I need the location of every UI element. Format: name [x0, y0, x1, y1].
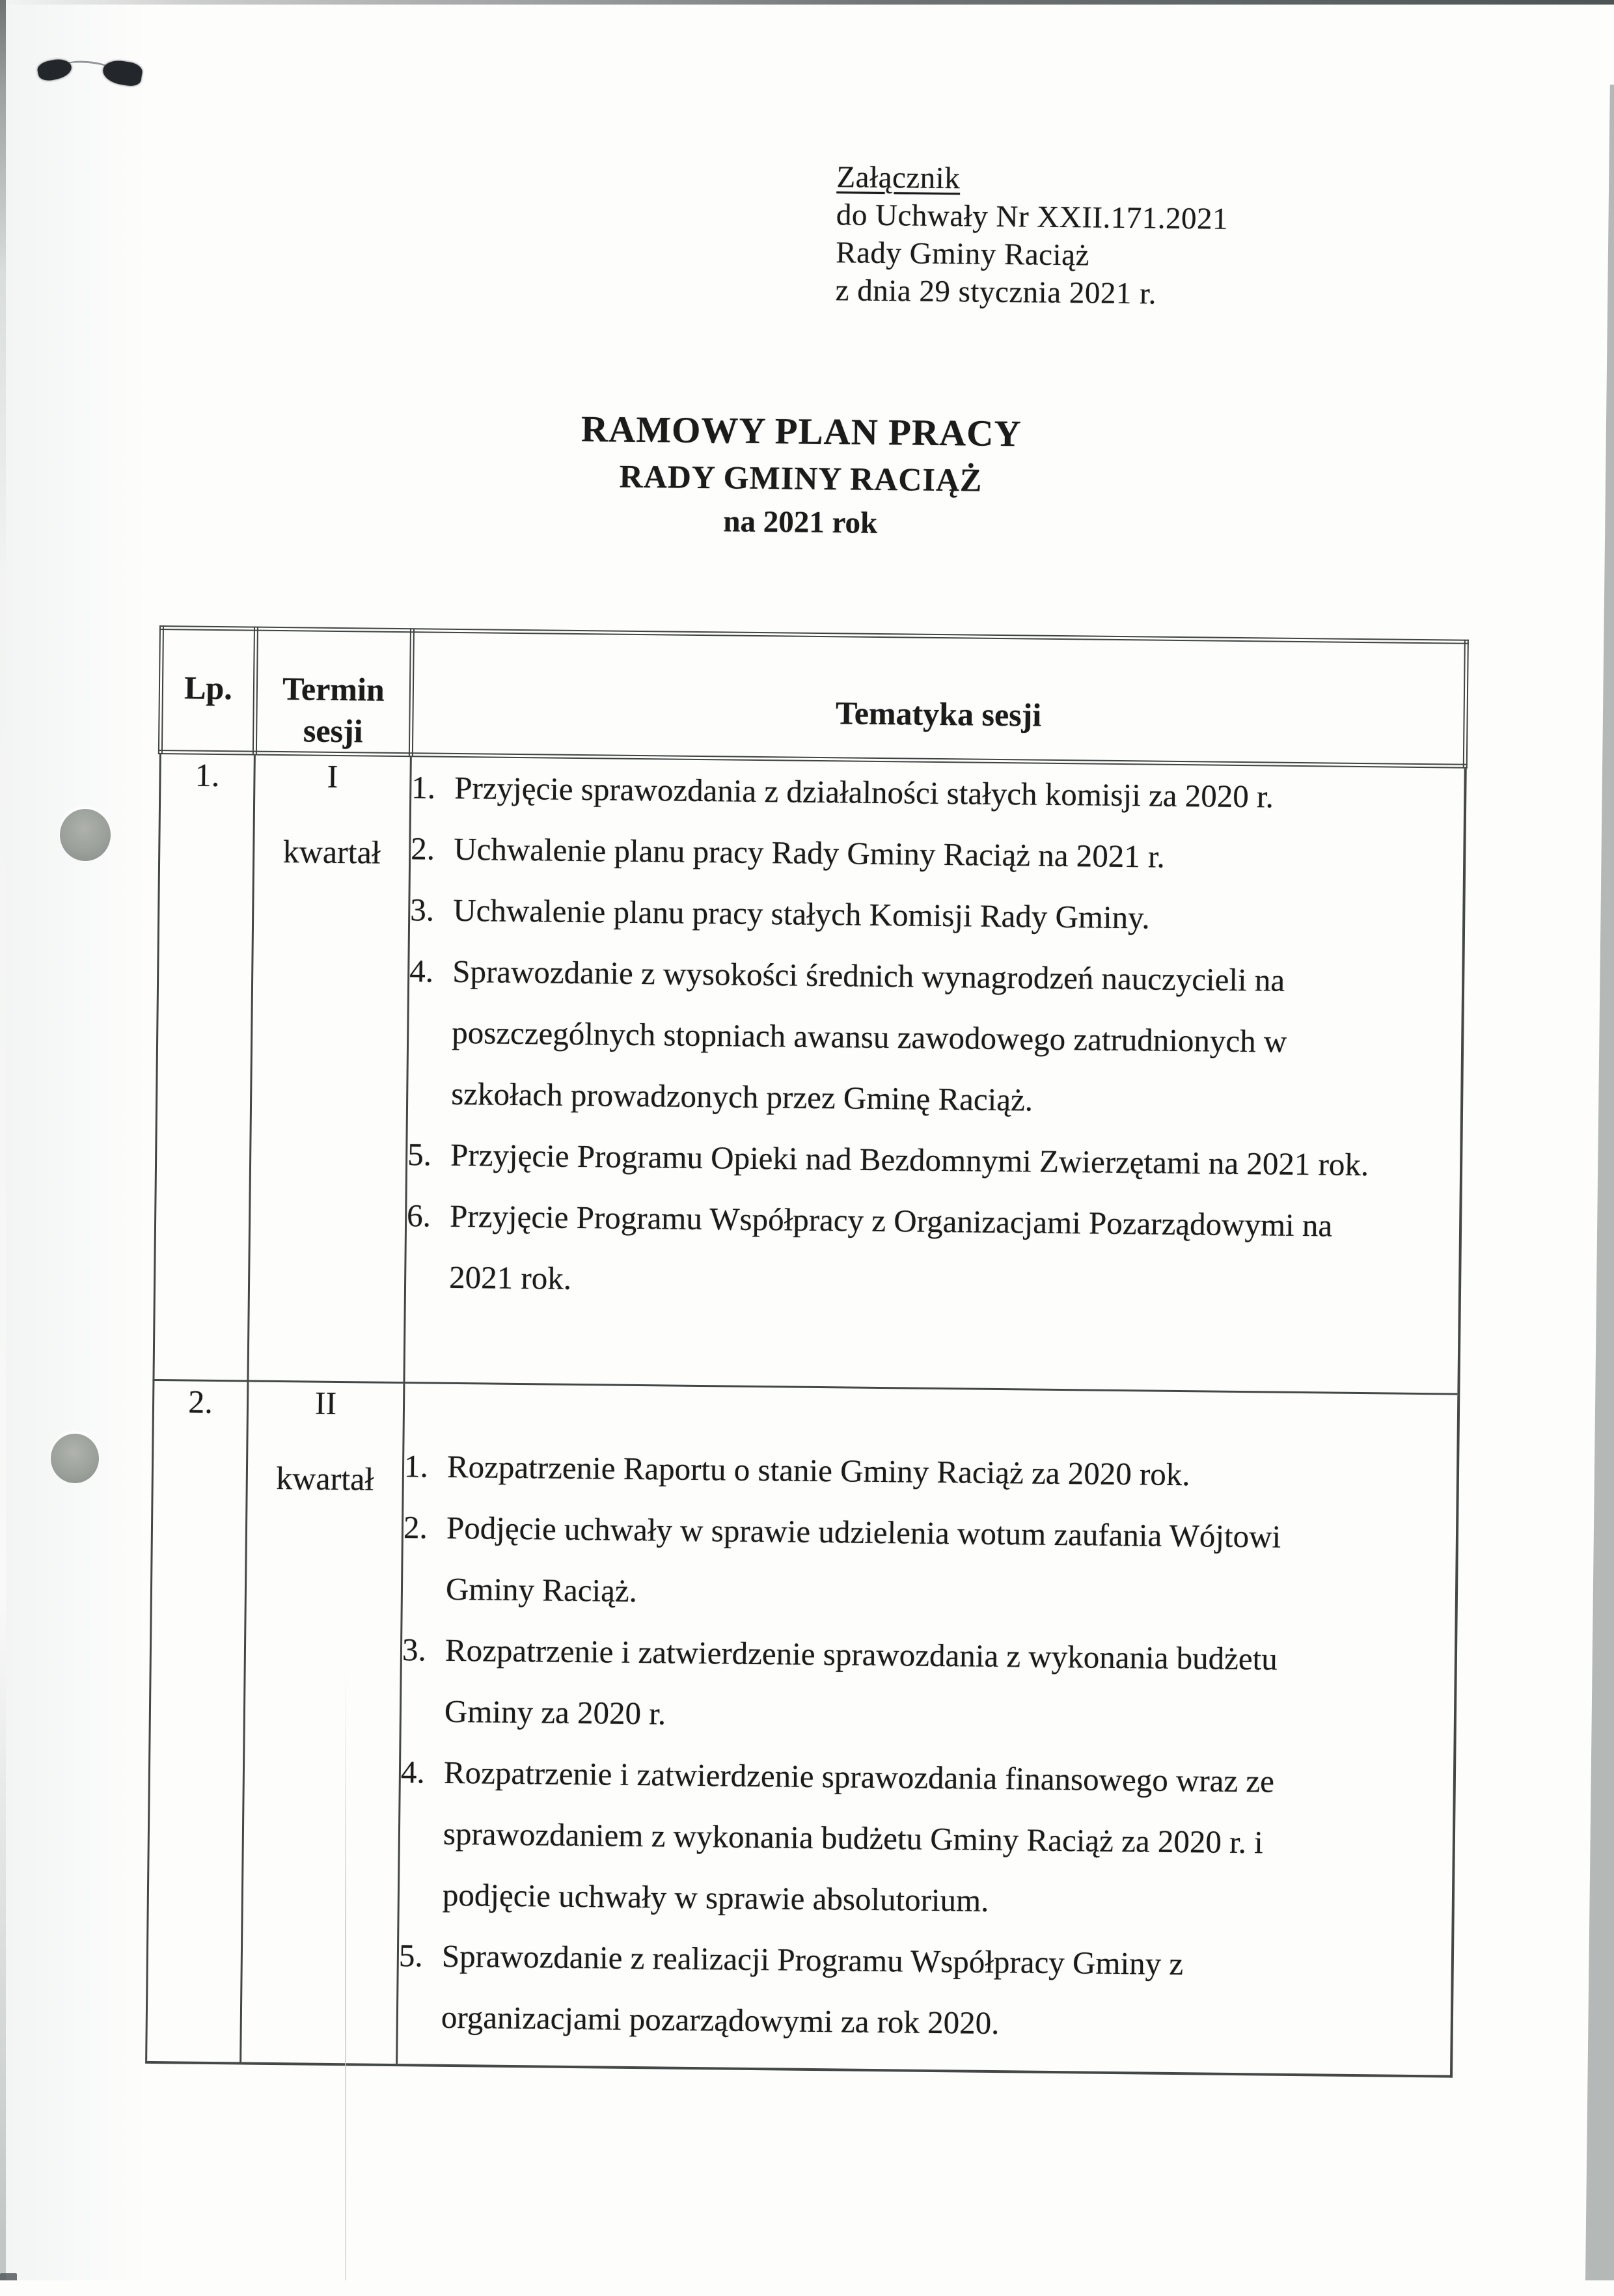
scan-edge-top [0, 0, 1614, 5]
header-label-termin-line2: sesji [303, 712, 363, 750]
document-title-line3: na 2021 rok [723, 504, 878, 540]
agenda-item-number: 6. [406, 1197, 431, 1234]
agenda-item-text: Rozpatrzenie i zatwierdzenie sprawozdania z wykonania budżetu Gminy za 2020 r. [444, 1632, 1278, 1732]
agenda-item [404, 1436, 1457, 1508]
attachment-note-line: Rady Gminy Raciąż [835, 236, 1090, 273]
agenda-item [402, 1497, 1455, 1630]
quarter-word: kwartał [276, 1460, 374, 1497]
agenda-item [411, 818, 1463, 890]
agenda-item [407, 1124, 1460, 1196]
header-label-tematyka: Tematyka sesji [835, 694, 1042, 733]
agenda-item [399, 1742, 1453, 1936]
paper-crease [345, 1666, 346, 2280]
agenda-item-number: 1. [411, 769, 436, 806]
document-title-line1: RAMOWY PLAN PRACY [581, 408, 1022, 455]
agenda-list [406, 757, 1464, 1319]
lp-cell [154, 752, 254, 1382]
agenda-item-number: 5. [407, 1136, 432, 1173]
attachment-note-line: Załącznik [836, 160, 961, 196]
agenda-item-text: Przyjęcie sprawozdania z działalności stałych komisji za 2020 r. [454, 769, 1274, 815]
agenda-item-number: 4. [409, 953, 434, 989]
agenda-item [411, 757, 1464, 829]
quarter-numeral: II [314, 1384, 337, 1422]
punch-hole-top [60, 809, 111, 861]
scan-edge-bottom-left [0, 2273, 17, 2280]
agenda-item-number: 3. [402, 1632, 427, 1668]
attachment-note [835, 158, 1229, 314]
paper-shading [6, 0, 149, 2280]
scan-edge-left [0, 0, 6, 2280]
document-title [508, 407, 1095, 543]
agenda-item-text: Uchwalenie planu pracy Rady Gminy Raciąż na 2021 r. [454, 830, 1166, 875]
quarter-numeral: I [327, 758, 338, 795]
agenda-item-text: Sprawozdanie z wysokości średnich wynagrodzeń nauczycieli na poszczególnych stopniach awansu zawodowego zatrudnionych w szkołach prowadzonych przez Gminę Raciąż. [450, 953, 1287, 1118]
agenda-item-text: Uchwalenie planu pracy stałych Komisji Rady Gminy. [452, 892, 1151, 936]
header-label-lp: Lp. [184, 669, 233, 707]
agenda-item-text: Rozpatrzenie Raportu o stanie Gminy Raciąż za 2020 rok. [446, 1448, 1190, 1493]
punch-hole-bottom [51, 1434, 99, 1483]
agenda-item-number: 4. [400, 1754, 426, 1790]
agenda-item [410, 879, 1462, 951]
agenda-item [401, 1619, 1454, 1753]
quarter-word: kwartał [282, 833, 381, 871]
header-cell-termin [254, 629, 412, 755]
agenda-item-number: 5. [398, 1937, 423, 1974]
work-plan-table [144, 625, 1469, 2077]
agenda-item-text: Przyjęcie Programu Współpracy z Organizacjami Pozarządowymi na 2021 rok. [448, 1197, 1333, 1296]
lp-cell [146, 1380, 248, 2063]
table-row-quarter-1 [154, 752, 1465, 1395]
agenda-item [398, 1925, 1451, 2058]
agenda-list [398, 1436, 1457, 2058]
header-cell-lp [160, 628, 256, 754]
row-number: 2. [188, 1383, 213, 1420]
agenda-item-number: 3. [409, 892, 435, 928]
agenda-item-number: 2. [411, 830, 435, 867]
agenda-item-text: Sprawozdanie z realizacji Programu Współpracy Gminy z organizacjami pozarządowymi za rok 2020. [441, 1937, 1184, 2042]
table-header-row [160, 628, 1466, 767]
header-cell-tematyka [411, 631, 1466, 767]
agenda-item-text: Podjęcie uchwały w sprawie udzielenia wotum zaufania Wójtowi Gminy Raciąż. [445, 1509, 1281, 1609]
attachment-note-line: do Uchwały Nr XXII.171.2021 [836, 198, 1229, 236]
termin-cell [248, 753, 411, 1383]
agenda-item-text: Przyjęcie Programu Opieki nad Bezdomnymi Zwierzętami na 2021 rok. [450, 1136, 1369, 1183]
document-title-line2: RADY GMINY RACIĄŻ [619, 458, 983, 499]
header-label-termin-line1: Termin [282, 670, 385, 708]
row-number: 1. [195, 756, 220, 794]
termin-cell [241, 1381, 404, 2065]
agenda-item [406, 1185, 1459, 1319]
agenda-item-number: 2. [403, 1509, 428, 1546]
agenda-item-number: 1. [404, 1448, 429, 1484]
tematyka-cell [397, 1383, 1458, 2076]
table-row-quarter-2 [146, 1380, 1458, 2076]
tematyka-cell [404, 755, 1465, 1394]
attachment-note-line: z dnia 29 stycznia 2021 r. [835, 273, 1157, 311]
agenda-item-text: Rozpatrzenie i zatwierdzenie sprawozdania finansowego wraz ze sprawozdaniem z wykonania budżetu Gminy Raciąż za 2020 r. i podjęcie uchwały w sprawie absolutorium. [442, 1754, 1275, 1919]
agenda-item [408, 940, 1462, 1135]
